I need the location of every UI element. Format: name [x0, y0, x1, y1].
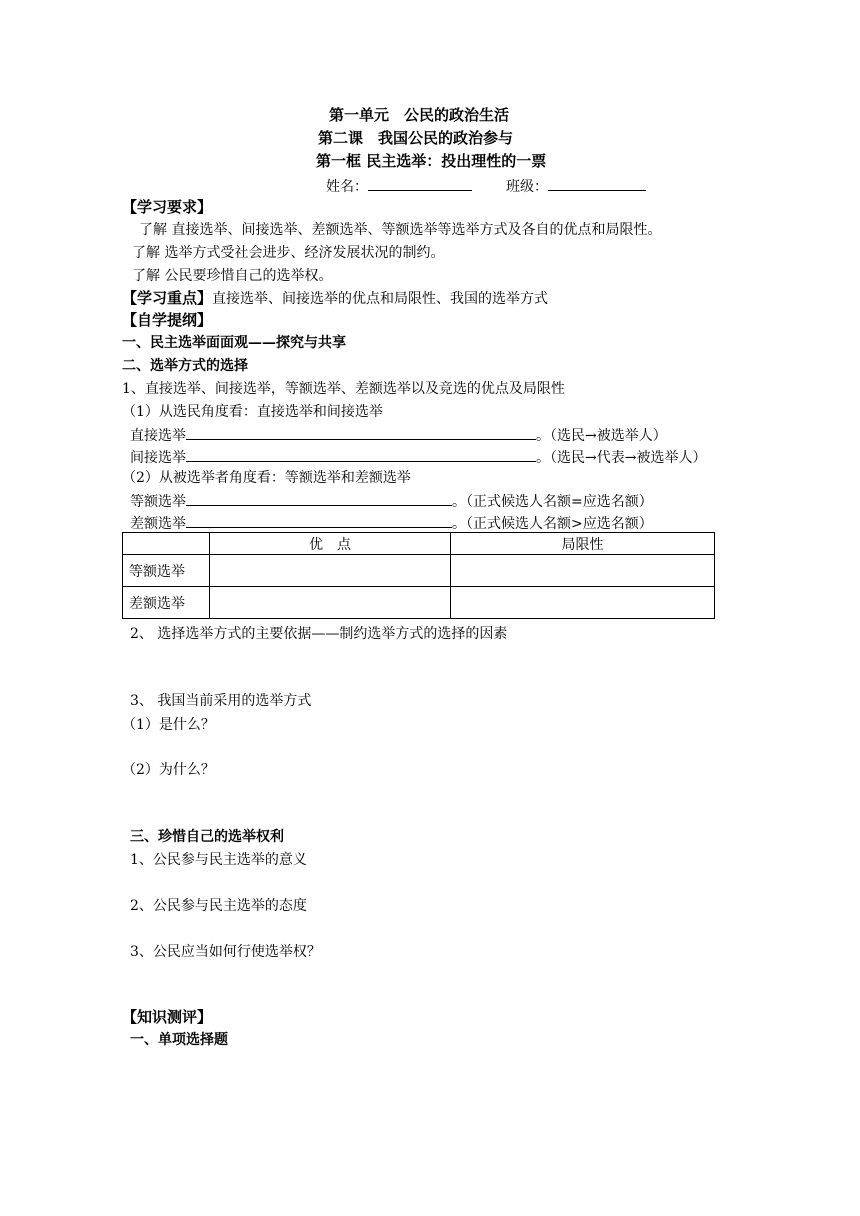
outline-item: 3、 我国当前采用的选举方式 — [130, 693, 312, 709]
class-field[interactable] — [506, 176, 646, 196]
indirect-election-blank[interactable] — [186, 447, 536, 462]
table-row — [123, 555, 715, 587]
direct-election-line — [130, 425, 667, 445]
class-label: 班级： — [506, 179, 548, 195]
direct-election-label: 直接选举 — [130, 428, 186, 444]
name-blank[interactable] — [368, 176, 472, 191]
requirement-item: 了解 公民要珍惜自己的选举权。 — [132, 268, 333, 284]
section-heading: 二、选举方式的选择 — [122, 358, 248, 374]
table-header-row — [123, 533, 715, 555]
table-row-label: 等额选举 — [123, 555, 210, 587]
table-header-limitation: 局限性 — [451, 533, 715, 555]
table-answer-cell[interactable] — [451, 555, 715, 587]
direct-election-blank[interactable] — [186, 425, 536, 440]
diff-election-line — [130, 513, 653, 533]
name-label: 姓名： — [326, 179, 368, 195]
outline-item: 2、公民参与民主选举的态度 — [130, 898, 307, 914]
outline-item: 2、 选择选举方式的主要依据——制约选举方式的选择的因素 — [130, 626, 508, 642]
equal-election-label: 等额选举 — [130, 494, 186, 510]
section-heading: 一、单项选择题 — [130, 1032, 228, 1048]
equal-election-note: 。（正式候选人名额=应选名额） — [452, 494, 653, 510]
requirements-heading: 【学习要求】 — [122, 198, 213, 216]
table-row-label: 差额选举 — [123, 587, 210, 619]
table-answer-cell[interactable] — [210, 555, 451, 587]
table-answer-cell[interactable] — [210, 587, 451, 619]
lesson-title: 第二课 我国公民的政治参与 — [318, 129, 514, 147]
frame-title: 第一框 民主选举：投出理性的一票 — [316, 152, 547, 170]
section-heading: 三、珍惜自己的选举权利 — [130, 829, 284, 845]
class-blank[interactable] — [548, 176, 646, 191]
outline-subitem: （2）从被选举者角度看：等额选举和差额选举 — [122, 470, 411, 486]
table-corner-cell — [123, 533, 210, 555]
indirect-election-note: 。（选民→代表→被选举人） — [536, 450, 707, 466]
outline-subitem: （1）从选民角度看：直接选举和间接选举 — [122, 404, 383, 420]
comparison-table — [122, 532, 715, 619]
key-points-heading: 【学习重点】 — [122, 289, 213, 307]
assessment-heading: 【知识测评】 — [122, 1008, 213, 1026]
diff-election-blank[interactable] — [186, 513, 452, 528]
indirect-election-label: 间接选举 — [130, 450, 186, 466]
equal-election-blank[interactable] — [186, 491, 452, 506]
outline-heading: 【自学提纲】 — [122, 311, 213, 329]
key-points — [122, 289, 548, 308]
name-field[interactable] — [326, 176, 472, 196]
table-header-advantage: 优 点 — [210, 533, 451, 555]
section-heading: 一、民主选举面面观——探究与共享 — [122, 335, 346, 351]
outline-item: 1、直接选举、间接选举，等额选举、差额选举以及竞选的优点及局限性 — [122, 381, 565, 397]
diff-election-note: 。（正式候选人名额>应选名额） — [452, 516, 653, 532]
unit-title: 第一单元 公民的政治生活 — [329, 106, 510, 124]
table-answer-cell[interactable] — [451, 587, 715, 619]
table-row — [123, 587, 715, 619]
diff-election-label: 差额选举 — [130, 516, 186, 532]
direct-election-note: 。（选民→被选举人） — [536, 428, 667, 444]
outline-question: （1）是什么？ — [122, 717, 215, 733]
outline-question: （2）为什么？ — [122, 762, 215, 778]
outline-item: 1、公民参与民主选举的意义 — [130, 852, 307, 868]
requirement-item: 了解 直接选举、间接选举、差额选举、等额选举等选举方式及各自的优点和局限性。 — [139, 222, 662, 238]
outline-item: 3、公民应当如何行使选举权？ — [130, 944, 321, 960]
indirect-election-line — [130, 447, 706, 467]
equal-election-line — [130, 491, 653, 511]
requirement-item: 了解 选举方式受社会进步、经济发展状况的制约。 — [132, 245, 445, 261]
key-points-text: 直接选举、间接选举的优点和局限性、我国的选举方式 — [212, 291, 549, 307]
